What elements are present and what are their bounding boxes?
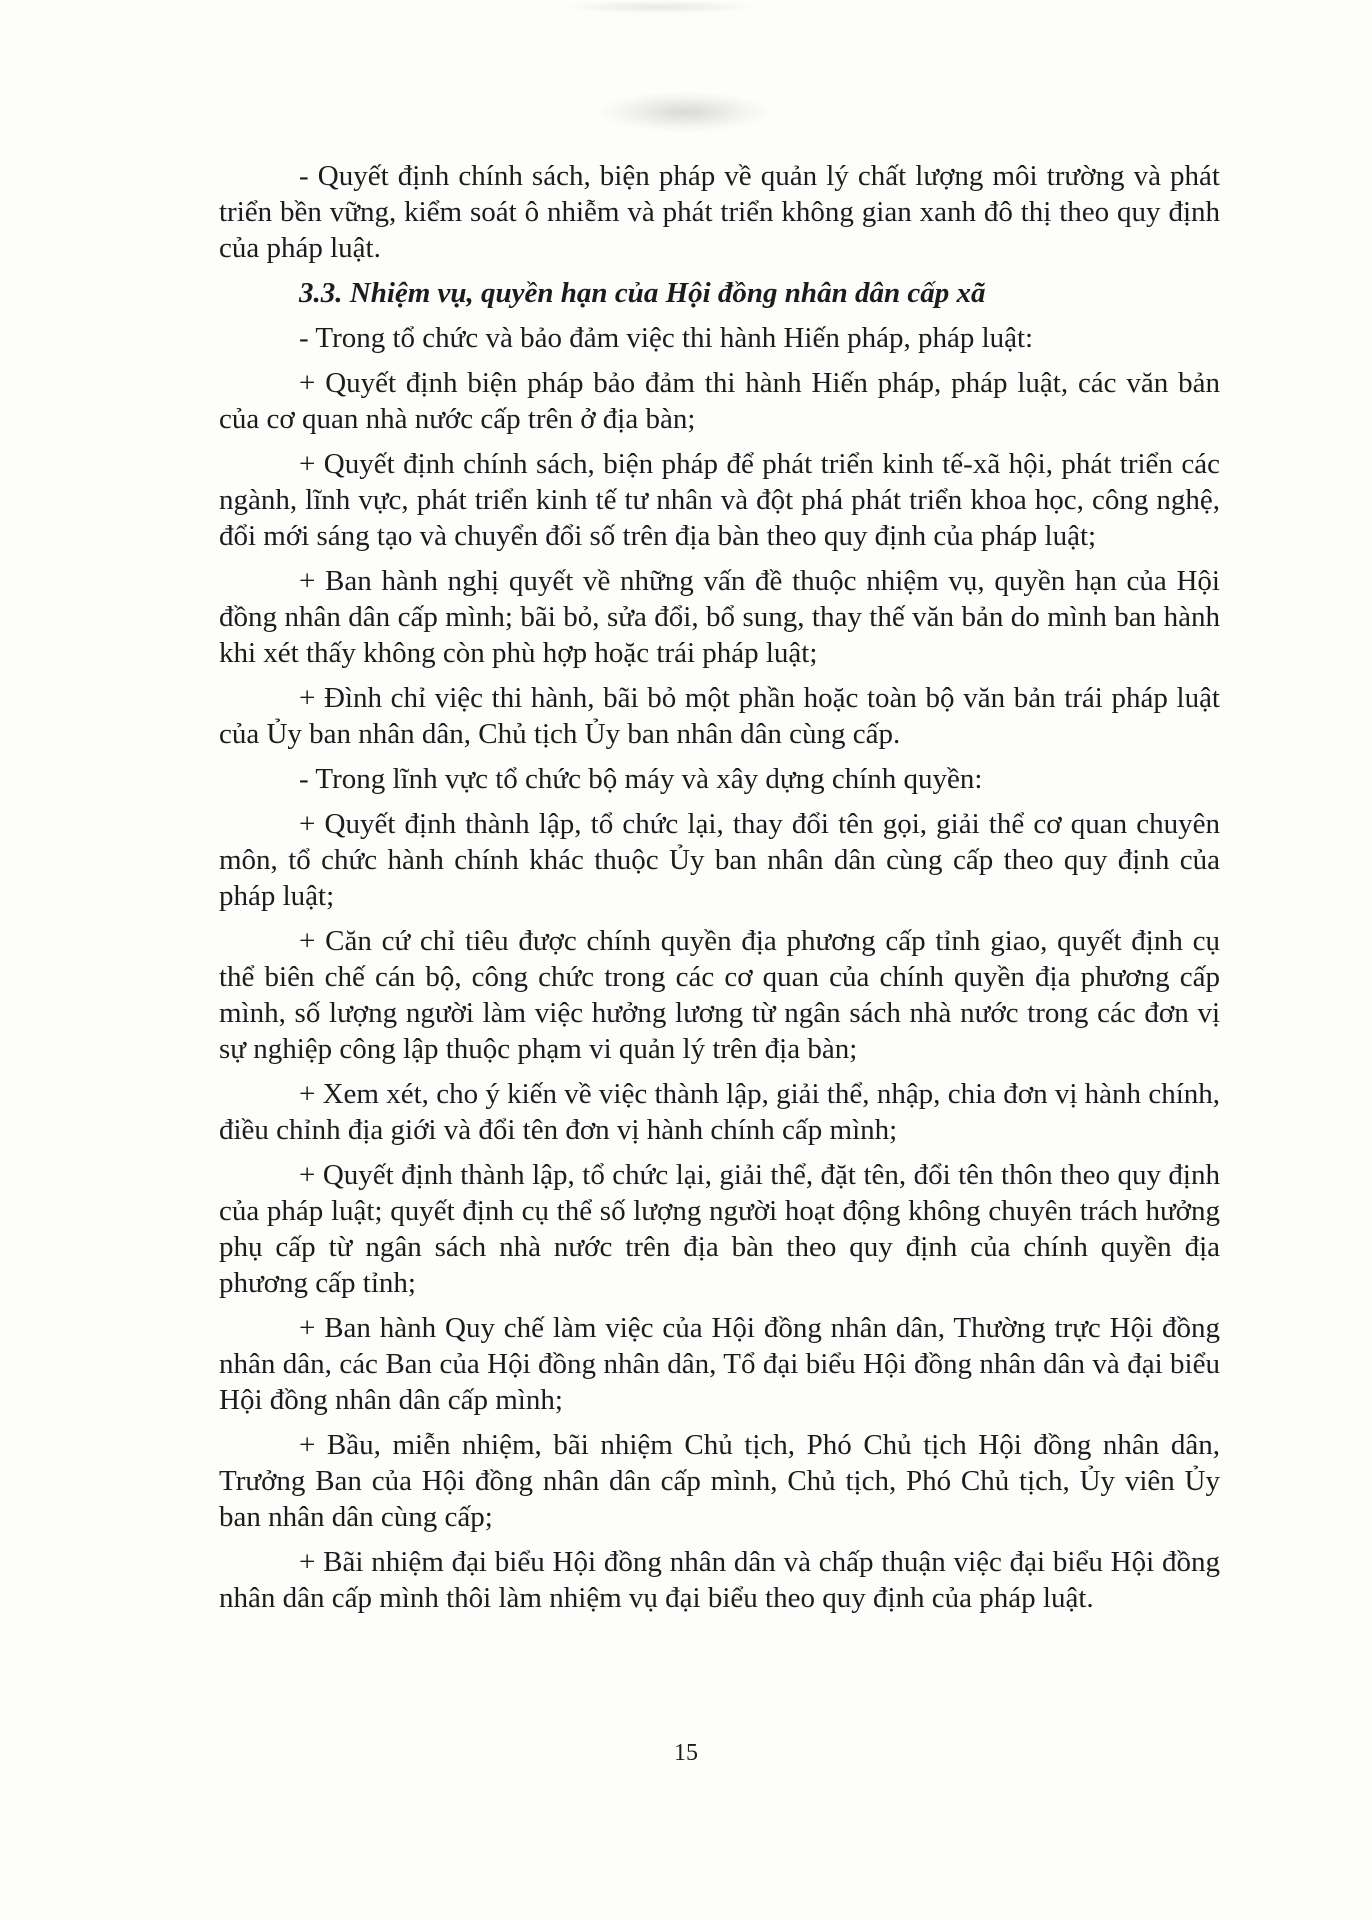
paragraph-constitution-enforcement-intro: - Trong tổ chức và bảo đảm việc thi hành Hiến pháp, pháp luật:	[299, 322, 1034, 354]
page-number: 15	[674, 1740, 698, 1766]
scan-smudge	[600, 92, 770, 132]
section-heading-3-3: 3.3. Nhiệm vụ, quyền hạn của Hội đồng nhân dân cấp xã	[299, 277, 986, 309]
paragraph-socioeconomic-policy: + Quyết định chính sách, biện pháp để phát triển kinh tế-xã hội, phát triển các ngành, lĩnh vực, phát triển kinh tế tư nhân và đột phá phát triển khoa học, công nghệ, đổi mới sáng tạo và chuyển đổi số trên địa bàn theo quy định của pháp luật;	[219, 448, 1220, 552]
paragraph-villages: + Quyết định thành lập, tổ chức lại, giải thể, đặt tên, đổi tên thôn theo quy định của pháp luật; quyết định cụ thể số lượng người hoạt động không chuyên trách hưởng phụ cấp từ ngân sách nhà nước trên địa bàn theo quy định của chính quyền địa phương cấp tỉnh;	[219, 1159, 1220, 1299]
paragraph-environment-policy: - Quyết định chính sách, biện pháp về quản lý chất lượng môi trường và phát triển bền vững, kiểm soát ô nhiễm và phát triển không gian xanh đô thị theo quy định của pháp luật.	[219, 160, 1220, 264]
paragraph-organization-intro: - Trong lĩnh vực tổ chức bộ máy và xây dựng chính quyền:	[299, 763, 983, 795]
document-body	[219, 158, 1220, 1625]
paragraph-staffing-quota: + Căn cứ chỉ tiêu được chính quyền địa phương cấp tỉnh giao, quyết định cụ thể biên chế cán bộ, công chức trong các cơ quan của chính quyền địa phương cấp mình, số lượng người làm việc hưởng lương từ ngân sách nhà nước trong các đơn vị sự nghiệp công lập thuộc phạm vi quản lý trên địa bàn;	[219, 925, 1220, 1065]
scan-smudge-top	[560, 0, 760, 14]
paragraph-elect-dismiss: + Bầu, miễn nhiệm, bãi nhiệm Chủ tịch, Phó Chủ tịch Hội đồng nhân dân, Trưởng Ban của Hội đồng nhân dân cấp mình, Chủ tịch, Phó Chủ tịch, Ủy viên Ủy ban nhân dân cùng cấp;	[219, 1429, 1220, 1533]
paragraph-issue-resolutions: + Ban hành nghị quyết về những vấn đề thuộc nhiệm vụ, quyền hạn của Hội đồng nhân dân cấp mình; bãi bỏ, sửa đổi, bổ sung, thay thế văn bản do mình ban hành khi xét thấy không còn phù hợp hoặc trái pháp luật;	[219, 565, 1220, 669]
paragraph-establish-agencies: + Quyết định thành lập, tổ chức lại, thay đổi tên gọi, giải thể cơ quan chuyên môn, tổ chức hành chính khác thuộc Ủy ban nhân dân cùng cấp theo quy định của pháp luật;	[219, 808, 1220, 912]
paragraph-enforcement-measures: + Quyết định biện pháp bảo đảm thi hành Hiến pháp, pháp luật, các văn bản của cơ quan nhà nước cấp trên ở địa bàn;	[219, 367, 1220, 435]
paragraph-suspend-documents: + Đình chỉ việc thi hành, bãi bỏ một phần hoặc toàn bộ văn bản trái pháp luật của Ủy ban nhân dân, Chủ tịch Ủy ban nhân dân cùng cấp.	[219, 682, 1220, 750]
paragraph-administrative-units: + Xem xét, cho ý kiến về việc thành lập, giải thể, nhập, chia đơn vị hành chính, điều chỉnh địa giới và đổi tên đơn vị hành chính cấp mình;	[219, 1078, 1220, 1146]
paragraph-working-regulations: + Ban hành Quy chế làm việc của Hội đồng nhân dân, Thường trực Hội đồng nhân dân, các Ban của Hội đồng nhân dân, Tổ đại biểu Hội đồng nhân dân và đại biểu Hội đồng nhân dân cấp mình;	[219, 1312, 1220, 1416]
paragraph-dismiss-delegates: + Bãi nhiệm đại biểu Hội đồng nhân dân và chấp thuận việc đại biểu Hội đồng nhân dân cấp mình thôi làm nhiệm vụ đại biểu theo quy định của pháp luật.	[219, 1546, 1220, 1614]
